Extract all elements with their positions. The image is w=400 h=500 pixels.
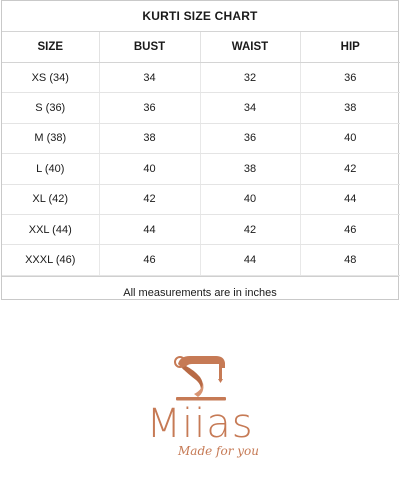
table-row xyxy=(2,154,400,184)
table-row xyxy=(2,214,400,244)
size-table xyxy=(2,32,400,276)
cell-waist: 40 xyxy=(200,184,300,214)
brand-name: Miias xyxy=(146,401,254,447)
sewing-machine-icon xyxy=(172,350,230,406)
header-hip: HIP xyxy=(300,32,400,63)
measurement-note: All measurements are in inches xyxy=(2,276,398,310)
cell-waist: 38 xyxy=(200,154,300,184)
cell-bust: 38 xyxy=(99,123,200,153)
cell-hip: 44 xyxy=(300,184,400,214)
cell-size: XS (34) xyxy=(2,63,99,93)
cell-waist: 44 xyxy=(200,245,300,275)
brand-logo xyxy=(0,345,400,470)
table-row xyxy=(2,123,400,153)
cell-hip: 38 xyxy=(300,93,400,123)
table-row xyxy=(2,93,400,123)
table-row xyxy=(2,184,400,214)
cell-waist: 32 xyxy=(200,63,300,93)
cell-size: L (40) xyxy=(2,154,99,184)
cell-hip: 48 xyxy=(300,245,400,275)
cell-bust: 36 xyxy=(99,93,200,123)
table-header-row xyxy=(2,32,400,63)
header-bust: BUST xyxy=(99,32,200,63)
cell-waist: 36 xyxy=(200,123,300,153)
cell-hip: 36 xyxy=(300,63,400,93)
cell-size: XL (42) xyxy=(2,184,99,214)
cell-size: XXXL (46) xyxy=(2,245,99,275)
chart-title: KURTI SIZE CHART xyxy=(2,1,398,32)
cell-bust: 42 xyxy=(99,184,200,214)
brand-tagline: Made for you xyxy=(178,444,259,458)
cell-bust: 44 xyxy=(99,214,200,244)
cell-waist: 42 xyxy=(200,214,300,244)
cell-hip: 40 xyxy=(300,123,400,153)
cell-bust: 40 xyxy=(99,154,200,184)
cell-size: S (36) xyxy=(2,93,99,123)
cell-bust: 34 xyxy=(99,63,200,93)
header-size: SIZE xyxy=(2,32,99,63)
cell-waist: 34 xyxy=(200,93,300,123)
size-chart xyxy=(1,0,399,300)
cell-bust: 46 xyxy=(99,245,200,275)
cell-size: M (38) xyxy=(2,123,99,153)
table-row xyxy=(2,63,400,93)
header-waist: WAIST xyxy=(200,32,300,63)
table-row xyxy=(2,245,400,275)
cell-size: XXL (44) xyxy=(2,214,99,244)
cell-hip: 46 xyxy=(300,214,400,244)
cell-hip: 42 xyxy=(300,154,400,184)
